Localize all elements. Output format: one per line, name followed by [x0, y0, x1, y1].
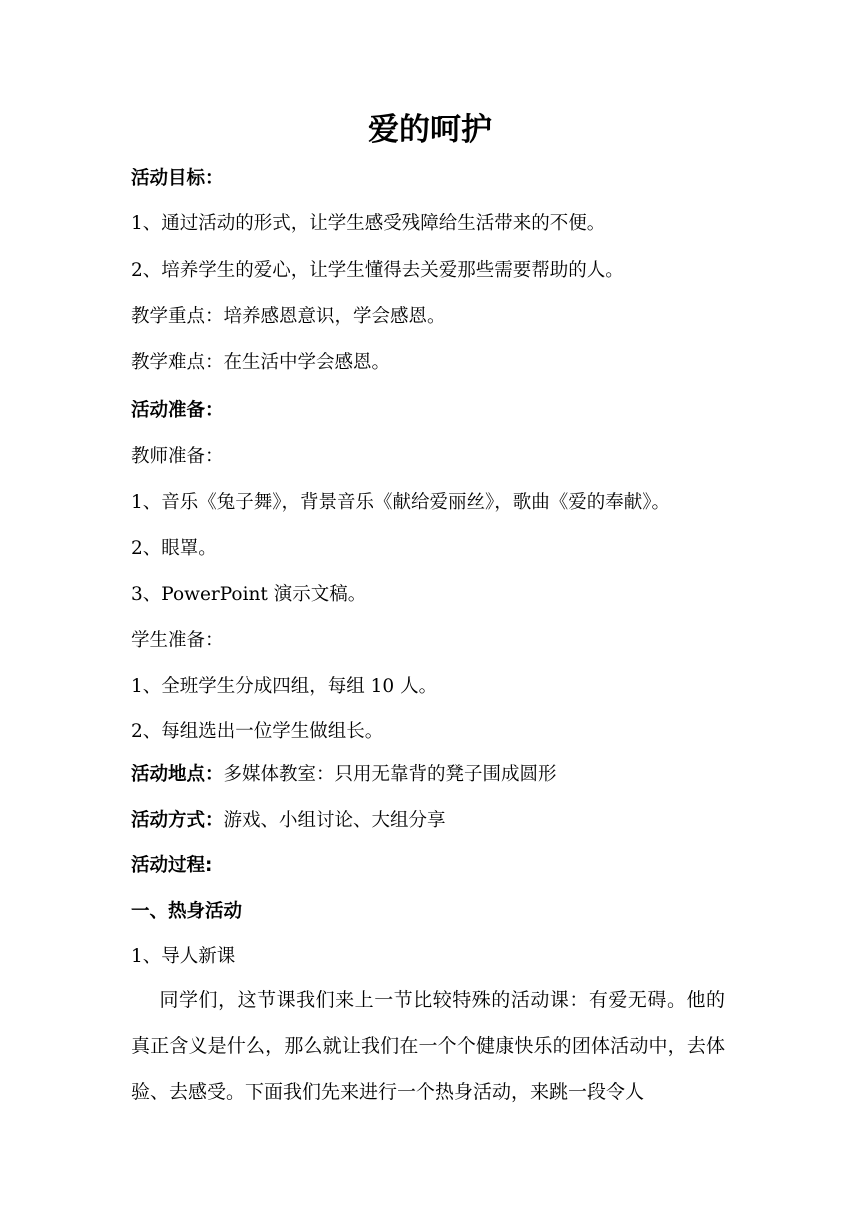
goals-heading: 活动目标： — [131, 168, 224, 189]
location-value: 多媒体教室：只用无靠背的凳子围成圆形 — [223, 764, 557, 785]
section1-heading: 一、热身活动 — [131, 901, 243, 922]
student-prep-item: 2、每组选出一位学生做组长。 — [131, 721, 384, 742]
teacher-prep-item: 3、PowerPoint 演示文稿。 — [131, 584, 367, 605]
method-line — [131, 808, 446, 834]
difficult-point: 教学难点：在生活中学会感恩。 — [131, 352, 391, 373]
teacher-prep-item: 2、眼罩。 — [131, 538, 217, 559]
process-heading: 活动过程: — [131, 855, 213, 876]
student-prep-item: 1、全班学生分成四组，每组 10 人。 — [131, 676, 438, 697]
document-title: 爱的呵护 — [368, 112, 492, 148]
prep-heading: 活动准备： — [131, 400, 224, 421]
teacher-prep-heading: 教师准备： — [131, 446, 224, 467]
intro-paragraph-text: 同学们，这节课我们来上一节比较特殊的活动课：有爱无碍。他的真正含义是什么，那么就让我们在一个个健康快乐的团体活动中，去体验、去感受。下面我们先来进行一个热身活动，来跳一段令人 — [131, 989, 725, 1103]
teacher-prep-item: 1、音乐《兔子舞》，背景音乐《献给爱丽丝》，歌曲《爱的奉献》。 — [131, 492, 671, 513]
location-label: 活动地点： — [131, 764, 224, 785]
goal-item: 1、通过活动的形式，让学生感受残障给生活带来的不便。 — [131, 213, 606, 234]
intro-paragraph — [131, 977, 725, 1115]
student-prep-heading: 学生准备： — [131, 630, 224, 651]
method-label: 活动方式： — [131, 810, 224, 831]
goal-item: 2、培养学生的爱心，让学生懂得去关爱那些需要帮助的人。 — [131, 260, 624, 281]
method-value: 游戏、小组讨论、大组分享 — [223, 810, 446, 831]
section1-item: 1、导人新课 — [131, 946, 236, 967]
key-point: 教学重点：培养感恩意识，学会感恩。 — [131, 306, 446, 327]
location-line — [131, 762, 557, 788]
